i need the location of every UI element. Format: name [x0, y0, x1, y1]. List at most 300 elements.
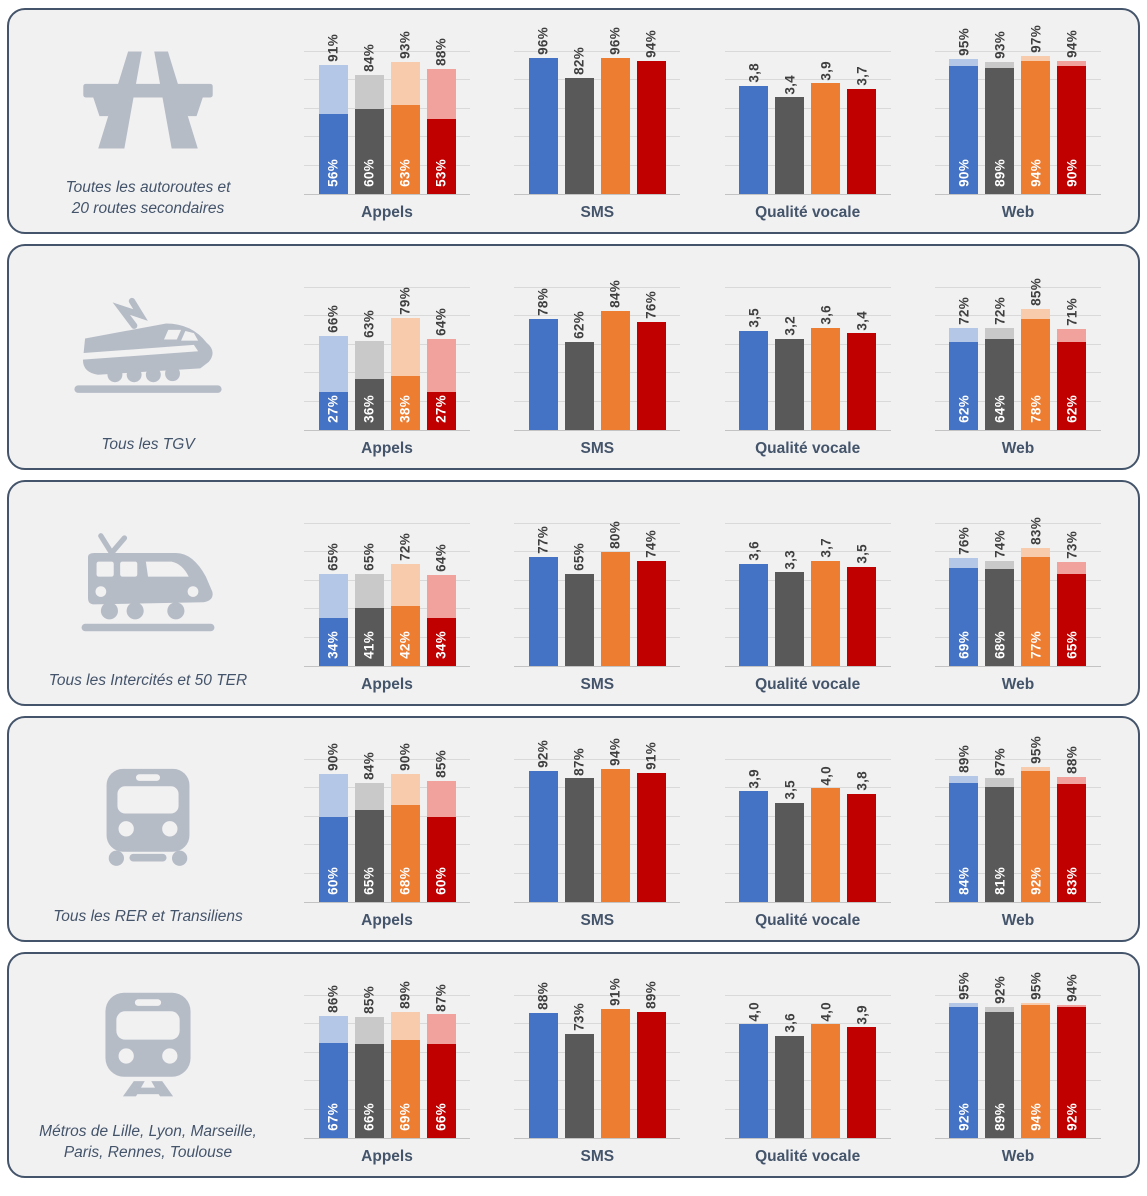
bar-value-label: 63% — [361, 309, 377, 338]
bar-operator-gray — [355, 751, 384, 902]
bar-inner-value-label: 92% — [956, 1103, 972, 1131]
bar-operator-orange — [391, 980, 420, 1138]
bar-value-label: 74% — [643, 530, 659, 558]
bar-inner-value-label: 53% — [433, 159, 449, 187]
bar-inner-value-label: 69% — [397, 1103, 413, 1131]
bar-inner-value-label: 92% — [1064, 1103, 1080, 1131]
bar-operator-blue — [949, 296, 978, 430]
metric-group-web — [914, 16, 1122, 232]
bar-value-label: 4,0 — [746, 1001, 762, 1022]
bar-operator-blue — [739, 541, 768, 666]
bar-value-label: 4,0 — [818, 765, 834, 786]
bar-value-label: 85% — [1028, 278, 1044, 307]
bar-plot — [935, 25, 1101, 195]
bar-inner-value-label: 56% — [325, 159, 341, 187]
bar-operator-blue — [319, 984, 348, 1138]
bar-value-label: 72% — [956, 296, 972, 325]
panel-caption-line: Métros de Lille, Lyon, Marseille, — [39, 1123, 257, 1141]
bar-plot — [304, 524, 470, 667]
metric-label: Web — [1001, 676, 1035, 693]
bar-value-label: 94% — [1064, 29, 1080, 58]
bar-plot — [304, 288, 470, 431]
bar-operator-orange — [1021, 278, 1050, 430]
transport-panel — [7, 480, 1140, 706]
bar-operator-red — [847, 1004, 876, 1138]
bar-value-label: 74% — [992, 530, 1008, 558]
bar-value-label: 95% — [956, 28, 972, 57]
bar-inner-value-label: 65% — [1064, 631, 1080, 659]
bar-value-label: 3,4 — [782, 74, 798, 95]
bar-inner-value-label: 66% — [361, 1103, 377, 1131]
bar-value-label: 89% — [397, 980, 413, 1009]
bar-operator-gray — [985, 296, 1014, 430]
bar-operator-blue — [529, 525, 558, 666]
bar-operator-blue — [529, 740, 558, 902]
bar-value-label: 86% — [325, 984, 341, 1013]
metric-label: Web — [1001, 912, 1035, 929]
bar-operator-orange — [811, 765, 840, 902]
metric-groups — [277, 960, 1128, 1176]
bar-plot — [935, 736, 1101, 903]
transport-panel — [7, 244, 1140, 470]
bar-operator-blue — [529, 26, 558, 194]
bar-operator-orange — [811, 305, 840, 430]
bar-inner-value-label: 34% — [325, 631, 341, 659]
panel-caption-line: Tous les TGV — [101, 436, 195, 454]
bar-value-label: 92% — [535, 740, 551, 769]
bar-value-label: 96% — [535, 26, 551, 55]
bar-value-label: 93% — [397, 31, 413, 59]
bar-value-label: 92% — [992, 976, 1008, 1005]
bar-operator-red — [427, 544, 456, 666]
bar-inner-value-label: 81% — [992, 867, 1008, 895]
bar-value-label: 66% — [325, 305, 341, 334]
bar-operator-red — [637, 741, 666, 902]
transport-panel — [7, 716, 1140, 942]
bar-inner-value-label: 94% — [1028, 159, 1044, 187]
bar-inner-value-label: 84% — [956, 867, 972, 895]
bar-operator-red — [427, 983, 456, 1138]
panel-caption-line: Toutes les autoroutes et — [65, 179, 231, 197]
metric-label: SMS — [580, 676, 615, 693]
metric-label: Appels — [361, 676, 413, 693]
bar-operator-orange — [601, 279, 630, 430]
bar-cluster — [725, 996, 891, 1138]
bar-value-label: 72% — [397, 532, 413, 561]
bar-operator-orange — [601, 521, 630, 666]
bar-operator-red — [1057, 29, 1086, 194]
bar-operator-orange — [1021, 736, 1050, 902]
bar-value-label: 94% — [1064, 973, 1080, 1002]
bar-value-label: 3,9 — [854, 1004, 870, 1025]
bar-value-label: 3,5 — [854, 543, 870, 564]
bar-plot — [935, 517, 1101, 667]
metric-group-qualit-vocale — [704, 16, 912, 232]
bar-inner-value-label: 62% — [956, 395, 972, 423]
metric-label: SMS — [580, 1148, 615, 1165]
bar-value-label: 82% — [571, 46, 587, 75]
bar-operator-orange — [811, 60, 840, 194]
bar-value-label: 76% — [956, 527, 972, 556]
bar-plot — [725, 52, 891, 195]
bar-value-label: 77% — [535, 525, 551, 554]
bar-cluster — [725, 288, 891, 430]
bar-operator-gray — [985, 747, 1014, 902]
bar-operator-red — [847, 310, 876, 430]
bar-operator-red — [1057, 531, 1086, 666]
bar-cluster — [304, 288, 470, 430]
bar-inner-value-label: 63% — [397, 159, 413, 187]
metric-groups — [277, 724, 1128, 940]
bar-operator-red — [847, 543, 876, 666]
bar-plot — [725, 760, 891, 903]
metric-label: Web — [1001, 204, 1035, 221]
bar-plot — [725, 524, 891, 667]
bar-inner-value-label: 68% — [397, 867, 413, 895]
bar-inner-value-label: 77% — [1028, 631, 1044, 659]
bar-cluster — [514, 279, 680, 430]
panel-left-column — [19, 252, 277, 468]
bar-value-label: 3,7 — [854, 66, 870, 86]
panel-caption — [39, 1122, 257, 1164]
bar-operator-blue — [319, 305, 348, 430]
bar-operator-orange — [391, 286, 420, 430]
bar-operator-orange — [601, 737, 630, 902]
bar-value-label: 72% — [992, 296, 1008, 325]
panel-left-column — [19, 488, 277, 704]
bar-value-label: 95% — [1028, 972, 1044, 1001]
bar-value-label: 90% — [325, 743, 341, 772]
bar-operator-orange — [1021, 972, 1050, 1138]
bar-plot — [514, 521, 680, 667]
bar-inner-value-label: 36% — [361, 395, 377, 423]
bar-operator-orange — [601, 977, 630, 1138]
intercites-ter-train-icon — [19, 488, 277, 671]
bar-plot — [514, 279, 680, 431]
metric-group-sms — [493, 488, 701, 704]
bar-plot — [514, 26, 680, 195]
bar-value-label: 3,4 — [854, 310, 870, 331]
bar-operator-blue — [529, 288, 558, 430]
bar-inner-value-label: 42% — [397, 631, 413, 659]
bar-operator-blue — [949, 744, 978, 902]
metric-label: Appels — [361, 204, 413, 221]
bar-operator-red — [427, 750, 456, 902]
bar-operator-blue — [949, 28, 978, 194]
tgv-icon — [19, 252, 277, 435]
bar-cluster — [725, 52, 891, 194]
bar-value-label: 73% — [571, 1003, 587, 1032]
bar-operator-red — [1057, 746, 1086, 902]
bar-value-label: 83% — [1028, 517, 1044, 546]
bar-value-label: 93% — [992, 31, 1008, 59]
bar-operator-orange — [811, 1001, 840, 1138]
bar-value-label: 3,3 — [782, 549, 798, 570]
bar-operator-blue — [739, 768, 768, 902]
metric-group-web — [914, 252, 1122, 468]
bar-value-label: 80% — [607, 521, 623, 550]
bar-plot — [514, 737, 680, 903]
bar-value-label: 91% — [643, 741, 659, 770]
bar-cluster — [304, 31, 470, 194]
panel-caption — [49, 671, 247, 692]
panel-caption — [101, 435, 194, 456]
motorway-icon — [19, 16, 277, 178]
bar-cluster — [935, 25, 1101, 194]
bar-value-label: 79% — [397, 286, 413, 315]
metric-group-sms — [493, 252, 701, 468]
bar-operator-red — [1057, 298, 1086, 430]
bar-inner-value-label: 94% — [1028, 1103, 1044, 1131]
bar-inner-value-label: 62% — [1064, 395, 1080, 423]
bar-value-label: 3,5 — [782, 779, 798, 800]
bar-operator-gray — [565, 46, 594, 194]
bar-cluster — [935, 278, 1101, 430]
bar-operator-gray — [355, 309, 384, 430]
metric-group-web — [914, 724, 1122, 940]
bar-value-label: 3,6 — [746, 541, 762, 561]
bar-value-label: 90% — [397, 743, 413, 772]
bar-value-label: 91% — [325, 33, 341, 62]
bar-operator-red — [847, 771, 876, 902]
bar-cluster — [514, 26, 680, 194]
bar-operator-gray — [565, 1003, 594, 1138]
metric-label: Qualité vocale — [755, 440, 861, 457]
bar-value-label: 73% — [1064, 531, 1080, 560]
bar-operator-gray — [775, 779, 804, 902]
bar-operator-orange — [391, 31, 420, 194]
bar-operator-blue — [319, 33, 348, 194]
bar-operator-blue — [739, 307, 768, 430]
bar-value-label: 3,8 — [854, 771, 870, 792]
bar-inner-value-label: 89% — [992, 1103, 1008, 1131]
bar-inner-value-label: 66% — [433, 1103, 449, 1131]
metro-icon — [19, 960, 277, 1122]
bar-cluster — [725, 760, 891, 902]
bar-value-label: 65% — [571, 542, 587, 571]
bar-value-label: 3,2 — [782, 316, 798, 337]
bar-cluster — [935, 736, 1101, 902]
bar-value-label: 95% — [1028, 736, 1044, 765]
metric-label: Appels — [361, 440, 413, 457]
bar-plot — [514, 977, 680, 1139]
metric-label: Qualité vocale — [755, 204, 861, 221]
bar-inner-value-label: 67% — [325, 1103, 341, 1131]
bar-operator-orange — [391, 532, 420, 666]
metric-label: Qualité vocale — [755, 1148, 861, 1165]
bar-operator-red — [637, 980, 666, 1138]
bar-value-label: 97% — [1028, 25, 1044, 54]
metric-label: Web — [1001, 440, 1035, 457]
metric-group-sms — [493, 16, 701, 232]
bar-cluster — [514, 521, 680, 666]
metric-groups — [277, 16, 1128, 232]
metric-group-appels — [283, 960, 491, 1176]
bar-cluster — [514, 737, 680, 902]
bar-inner-value-label: 60% — [361, 159, 377, 187]
bar-plot — [304, 743, 470, 903]
bar-inner-value-label: 38% — [397, 395, 413, 423]
bar-operator-orange — [1021, 517, 1050, 666]
bar-plot — [725, 996, 891, 1139]
panel-caption-line: Tous les RER et Transiliens — [53, 908, 243, 926]
metric-label: Appels — [361, 912, 413, 929]
metric-label: Qualité vocale — [755, 912, 861, 929]
metric-group-sms — [493, 960, 701, 1176]
rer-transilien-icon — [19, 724, 277, 907]
bar-value-label: 91% — [607, 977, 623, 1006]
bar-value-label: 96% — [607, 26, 623, 55]
transport-panel — [7, 952, 1140, 1178]
bar-value-label: 95% — [956, 972, 972, 1001]
metric-group-qualit-vocale — [704, 724, 912, 940]
bar-value-label: 89% — [956, 744, 972, 773]
bar-operator-red — [1057, 973, 1086, 1138]
bar-operator-orange — [811, 538, 840, 666]
bar-operator-blue — [529, 982, 558, 1138]
panel-caption-line: Tous les Intercités et 50 TER — [48, 672, 248, 690]
bar-cluster — [304, 743, 470, 902]
bar-inner-value-label: 78% — [1028, 395, 1044, 423]
bar-operator-gray — [985, 530, 1014, 666]
bar-value-label: 3,9 — [818, 60, 834, 81]
bar-value-label: 87% — [992, 747, 1008, 776]
metric-group-web — [914, 488, 1122, 704]
bar-cluster — [514, 977, 680, 1138]
metric-label: Appels — [361, 1148, 413, 1165]
bar-operator-gray — [775, 1013, 804, 1138]
bar-operator-gray — [775, 549, 804, 666]
bar-inner-value-label: 68% — [992, 631, 1008, 659]
bar-value-label: 64% — [433, 308, 449, 337]
bar-value-label: 88% — [433, 38, 449, 67]
bar-inner-value-label: 27% — [325, 395, 341, 423]
metric-group-appels — [283, 488, 491, 704]
bar-inner-value-label: 41% — [361, 631, 377, 659]
bar-operator-red — [637, 530, 666, 666]
bar-plot — [304, 980, 470, 1139]
bar-value-label: 3,9 — [746, 768, 762, 789]
bar-value-label: 62% — [571, 311, 587, 339]
bar-value-label: 87% — [433, 983, 449, 1012]
bar-operator-red — [637, 29, 666, 194]
bar-operator-gray — [355, 542, 384, 666]
bar-value-label: 85% — [433, 750, 449, 779]
metric-group-qualit-vocale — [704, 960, 912, 1176]
metric-group-sms — [493, 724, 701, 940]
bar-cluster — [304, 524, 470, 666]
bar-inner-value-label: 89% — [992, 159, 1008, 187]
bar-operator-blue — [739, 63, 768, 194]
bar-inner-value-label: 27% — [433, 395, 449, 423]
bar-value-label: 85% — [361, 986, 377, 1015]
metric-group-appels — [283, 724, 491, 940]
bar-operator-blue — [949, 972, 978, 1138]
bar-plot — [304, 31, 470, 195]
bar-value-label: 84% — [361, 43, 377, 72]
bar-operator-orange — [391, 743, 420, 902]
panel-caption-line: 20 routes secondaires — [71, 200, 225, 218]
bar-value-label: 65% — [361, 542, 377, 571]
bar-value-label: 65% — [325, 542, 341, 571]
bar-cluster — [935, 972, 1101, 1138]
bar-inner-value-label: 69% — [956, 631, 972, 659]
bar-cluster — [304, 980, 470, 1138]
bar-inner-value-label: 60% — [325, 867, 341, 895]
bar-value-label: 89% — [643, 980, 659, 1009]
bar-value-label: 84% — [361, 751, 377, 780]
bar-operator-gray — [565, 311, 594, 430]
bar-value-label: 78% — [535, 288, 551, 317]
bar-value-label: 3,8 — [746, 63, 762, 84]
bar-value-label: 88% — [1064, 746, 1080, 775]
bar-cluster — [935, 517, 1101, 666]
bar-operator-blue — [319, 542, 348, 666]
panel-caption — [66, 178, 231, 220]
panel-left-column — [19, 724, 277, 940]
panel-caption-line: Paris, Rennes, Toulouse — [63, 1144, 233, 1162]
bar-operator-gray — [775, 316, 804, 430]
bar-value-label: 94% — [607, 737, 623, 766]
metric-label: SMS — [580, 912, 615, 929]
bar-value-label: 3,5 — [746, 307, 762, 328]
bar-operator-red — [427, 308, 456, 430]
bar-operator-gray — [775, 74, 804, 194]
bar-plot — [725, 288, 891, 431]
metric-group-appels — [283, 16, 491, 232]
bar-operator-orange — [601, 26, 630, 194]
metric-label: SMS — [580, 204, 615, 221]
bar-value-label: 4,0 — [818, 1001, 834, 1022]
bar-inner-value-label: 90% — [956, 159, 972, 187]
bar-value-label: 88% — [535, 982, 551, 1011]
metric-groups — [277, 488, 1128, 704]
bar-plot — [935, 972, 1101, 1139]
bar-operator-gray — [985, 31, 1014, 194]
metric-group-qualit-vocale — [704, 488, 912, 704]
bar-value-label: 76% — [643, 291, 659, 320]
bar-cluster — [725, 524, 891, 666]
panel-caption — [53, 907, 243, 928]
bar-inner-value-label: 92% — [1028, 867, 1044, 895]
bar-operator-gray — [565, 747, 594, 902]
transport-panel — [7, 8, 1140, 234]
metric-label: Qualité vocale — [755, 676, 861, 693]
bar-operator-red — [637, 291, 666, 430]
bar-inner-value-label: 64% — [992, 395, 1008, 423]
bar-value-label: 94% — [643, 29, 659, 58]
metric-group-web — [914, 960, 1122, 1176]
bar-inner-value-label: 83% — [1064, 867, 1080, 895]
panel-left-column — [19, 960, 277, 1176]
metric-label: Web — [1001, 1148, 1035, 1165]
bar-operator-gray — [565, 542, 594, 666]
bar-operator-orange — [1021, 25, 1050, 194]
bar-value-label: 64% — [433, 544, 449, 573]
bar-operator-blue — [319, 743, 348, 902]
bar-value-label: 3,6 — [818, 305, 834, 325]
metric-label: SMS — [580, 440, 615, 457]
bar-value-label: 3,6 — [782, 1013, 798, 1033]
metric-groups — [277, 252, 1128, 468]
bar-operator-gray — [355, 43, 384, 194]
bar-value-label: 71% — [1064, 298, 1080, 327]
bar-operator-blue — [949, 527, 978, 666]
bar-inner-value-label: 90% — [1064, 159, 1080, 187]
bar-operator-red — [847, 66, 876, 194]
bar-inner-value-label: 34% — [433, 631, 449, 659]
bar-inner-value-label: 65% — [361, 867, 377, 895]
